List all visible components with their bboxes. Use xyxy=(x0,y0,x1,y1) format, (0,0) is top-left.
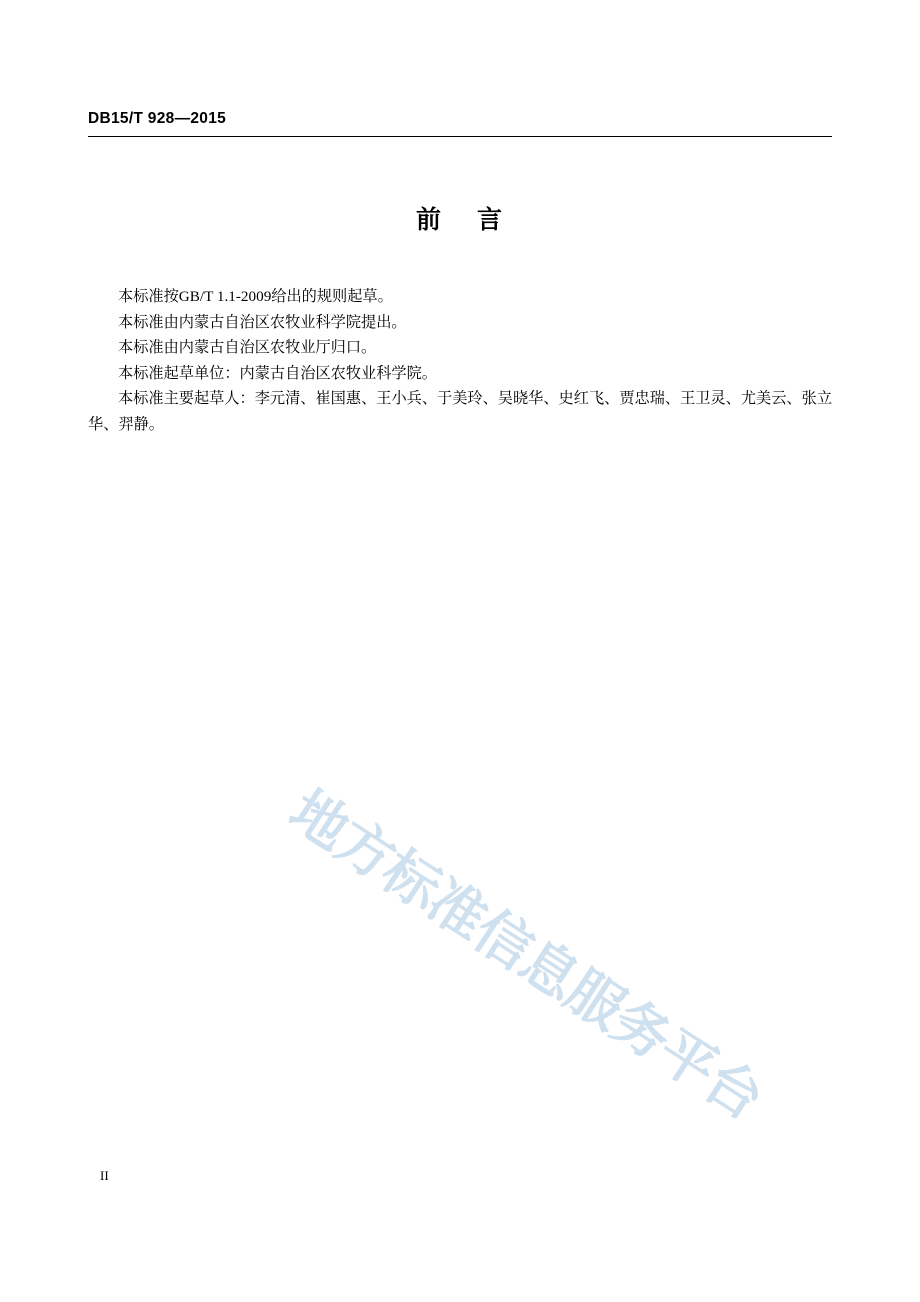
header-divider xyxy=(88,136,832,137)
watermark-char: 方 xyxy=(324,809,406,893)
watermark-char: 务 xyxy=(600,989,682,1073)
foreword-paragraph: 本标准由内蒙古自治区农牧业科学院提出。 xyxy=(118,313,407,331)
foreword-body xyxy=(88,284,832,437)
page-number: II xyxy=(100,1168,109,1183)
watermark-char: 信 xyxy=(462,899,544,983)
foreword-paragraph: 本标准按GB/T 1.1-2009给出的规则起草。 xyxy=(118,288,393,305)
watermark-char: 准 xyxy=(416,869,498,953)
watermark xyxy=(278,740,820,1133)
page-title-part2: 言 xyxy=(477,207,505,234)
foreword-paragraph: 本标准由内蒙古自治区农牧业厅归口。 xyxy=(118,339,377,356)
watermark-char: 台 xyxy=(692,1049,774,1133)
watermark-char: 标 xyxy=(370,839,452,923)
foreword-paragraph: 本标准起草单位：内蒙古自治区农牧业科学院。 xyxy=(118,364,437,382)
watermark-char: 地 xyxy=(278,779,360,863)
header-standard-number: DB15/T 928—2015 xyxy=(88,110,227,127)
foreword-paragraph: 本标准主要起草人：李元清、崔国惠、王小兵、于美玲、吴晓华、史红飞、贾忠瑞、王卫灵、尤美云、张立华、羿静。 xyxy=(88,390,832,433)
watermark-char: 平 xyxy=(646,1019,728,1103)
page-title-part1: 前 xyxy=(415,207,443,234)
watermark-char: 息 xyxy=(508,929,590,1013)
watermark-char: 服 xyxy=(554,959,636,1043)
page-title xyxy=(0,200,920,236)
